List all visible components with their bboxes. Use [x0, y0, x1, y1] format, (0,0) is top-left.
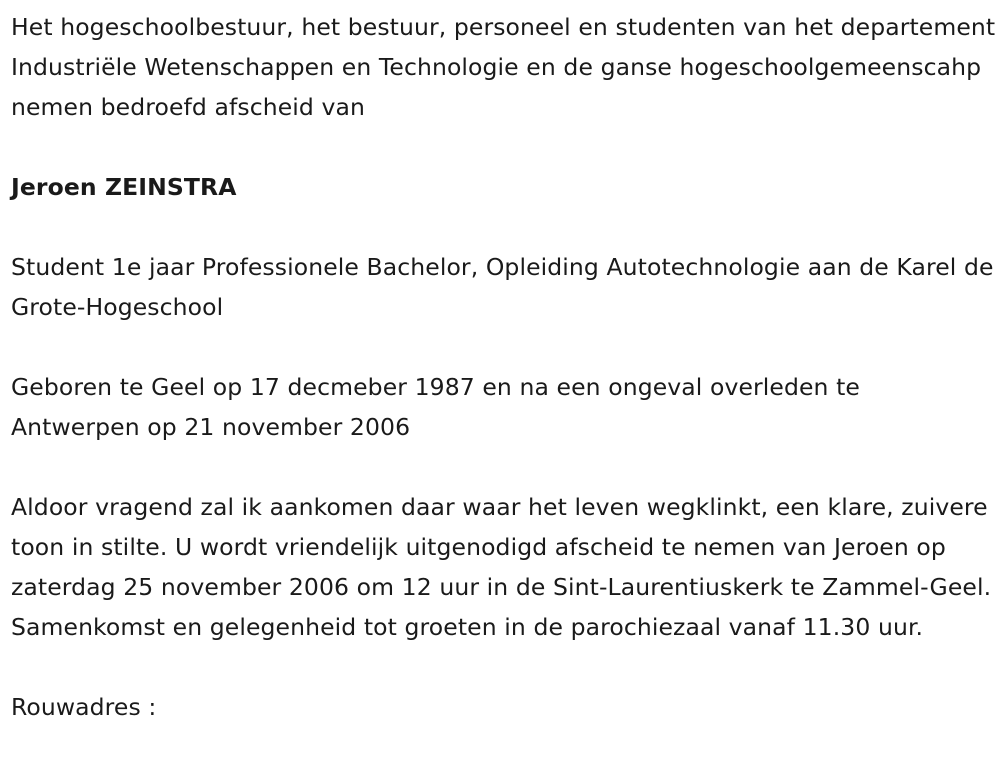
address-label: Rouwadres :: [11, 693, 157, 721]
obituary-document: [11, 7, 996, 727]
intro-paragraph: Het hogeschoolbestuur, het bestuur, personeel en studenten van het departement Industriële Wetenschappen en Technologie en de ganse hogeschoolgemeenscahp nemen bedroefd afscheid van: [11, 13, 996, 121]
ceremony-paragraph: Aldoor vragend zal ik aankomen daar waar het leven wegklinkt, een klare, zuivere toon in stilte. U wordt vriendelijk uitgenodigd afscheid te nemen van Jeroen op zaterdag 25 november 2006 om 12 uur in de Sint-Laurentiuskerk te Zammel-Geel. Samenkomst en gelegenheid tot groeten in de parochiezaal vanaf 11.30 uur.: [11, 493, 992, 641]
study-paragraph: Student 1e jaar Professionele Bachelor, Opleiding Autotechnologie aan de Karel de Grote-Hogeschool: [11, 253, 994, 321]
birth-death-paragraph: Geboren te Geel op 17 decmeber 1987 en na een ongeval overleden te Antwerpen op 21 november 2006: [11, 373, 860, 441]
deceased-name: Jeroen ZEINSTRA: [11, 173, 237, 201]
